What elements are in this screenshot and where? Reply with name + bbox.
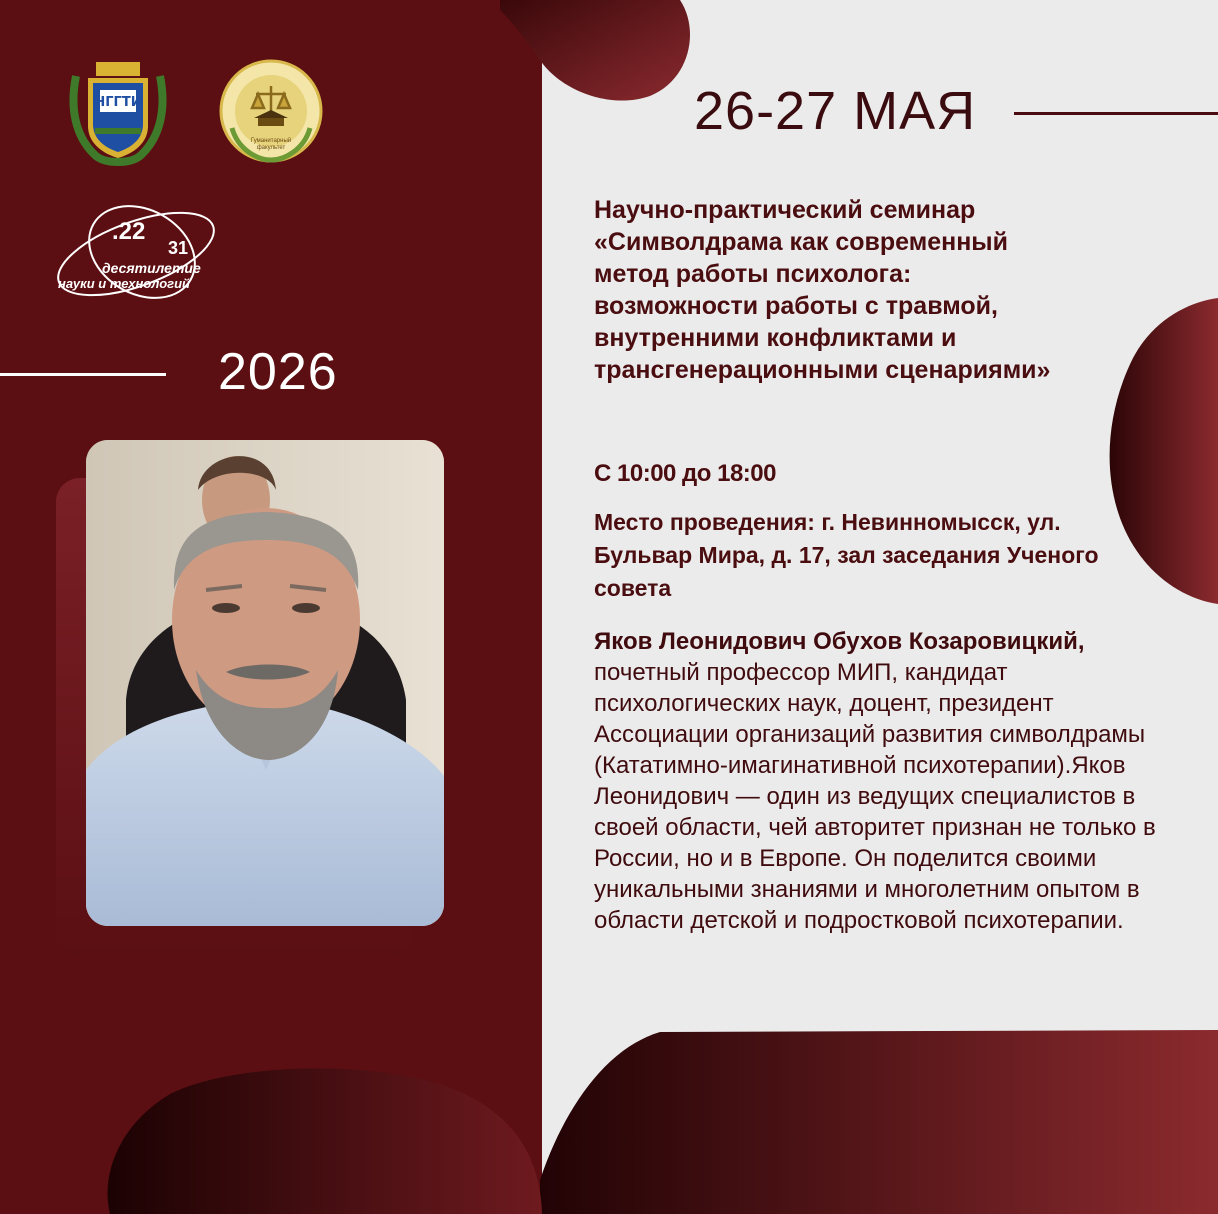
event-date: 26-27 МАЯ [694, 81, 977, 141]
decade-logo-year-start: .22 [112, 218, 146, 245]
faculty-logo [218, 58, 324, 164]
speaker-description [594, 626, 1164, 936]
year-divider-line [0, 373, 166, 376]
svg-text:НГГТИ: НГГТИ [94, 95, 142, 110]
speaker-photo [86, 440, 444, 926]
seminar-time: С 10:00 до 18:00 [594, 460, 776, 487]
university-emblem-logo [66, 56, 170, 168]
decade-of-science-logo [46, 196, 226, 306]
seminar-place: Место проведения: г. Невинномысск, ул. Бульвар Мира, д. 17, зал заседания Ученого совета [594, 509, 1099, 601]
speaker-name: Яков Леонидович Обухов Козаровицкий, [594, 628, 1085, 655]
seminar-title: Научно-практический семинар «Символдрама как современный метод работы психолога: возможности работы с травмой, внутренними конфликтами и трансгенерационными сценариями» [594, 196, 1051, 384]
decade-logo-year-end: 31 [168, 238, 189, 258]
faculty-logo-caption: Гуманитарный факультет [250, 138, 292, 151]
event-year: 2026 [218, 343, 338, 401]
decade-logo-line1: десятилетие [102, 260, 201, 276]
date-divider-line [1014, 112, 1218, 115]
speaker-bio: почетный профессор МИП, кандидат психологических наук, доцент, президент Ассоциации организаций развития символдрамы (Кататимно-имагинативной психотерапии).Яков Леонидович — один из ведущих специалистов в своей области, чей авторитет признан не только в России, но и в Европе. Он поделится своими уникальными знаниями и многолетним опытом в области детской и подростковой психотерапии. [594, 659, 1156, 934]
top-blob [500, 0, 700, 110]
bottom-right-blob [540, 1030, 1218, 1214]
decade-logo-line2: науки и технологий [58, 276, 190, 291]
bottom-left-blob [100, 1064, 542, 1214]
